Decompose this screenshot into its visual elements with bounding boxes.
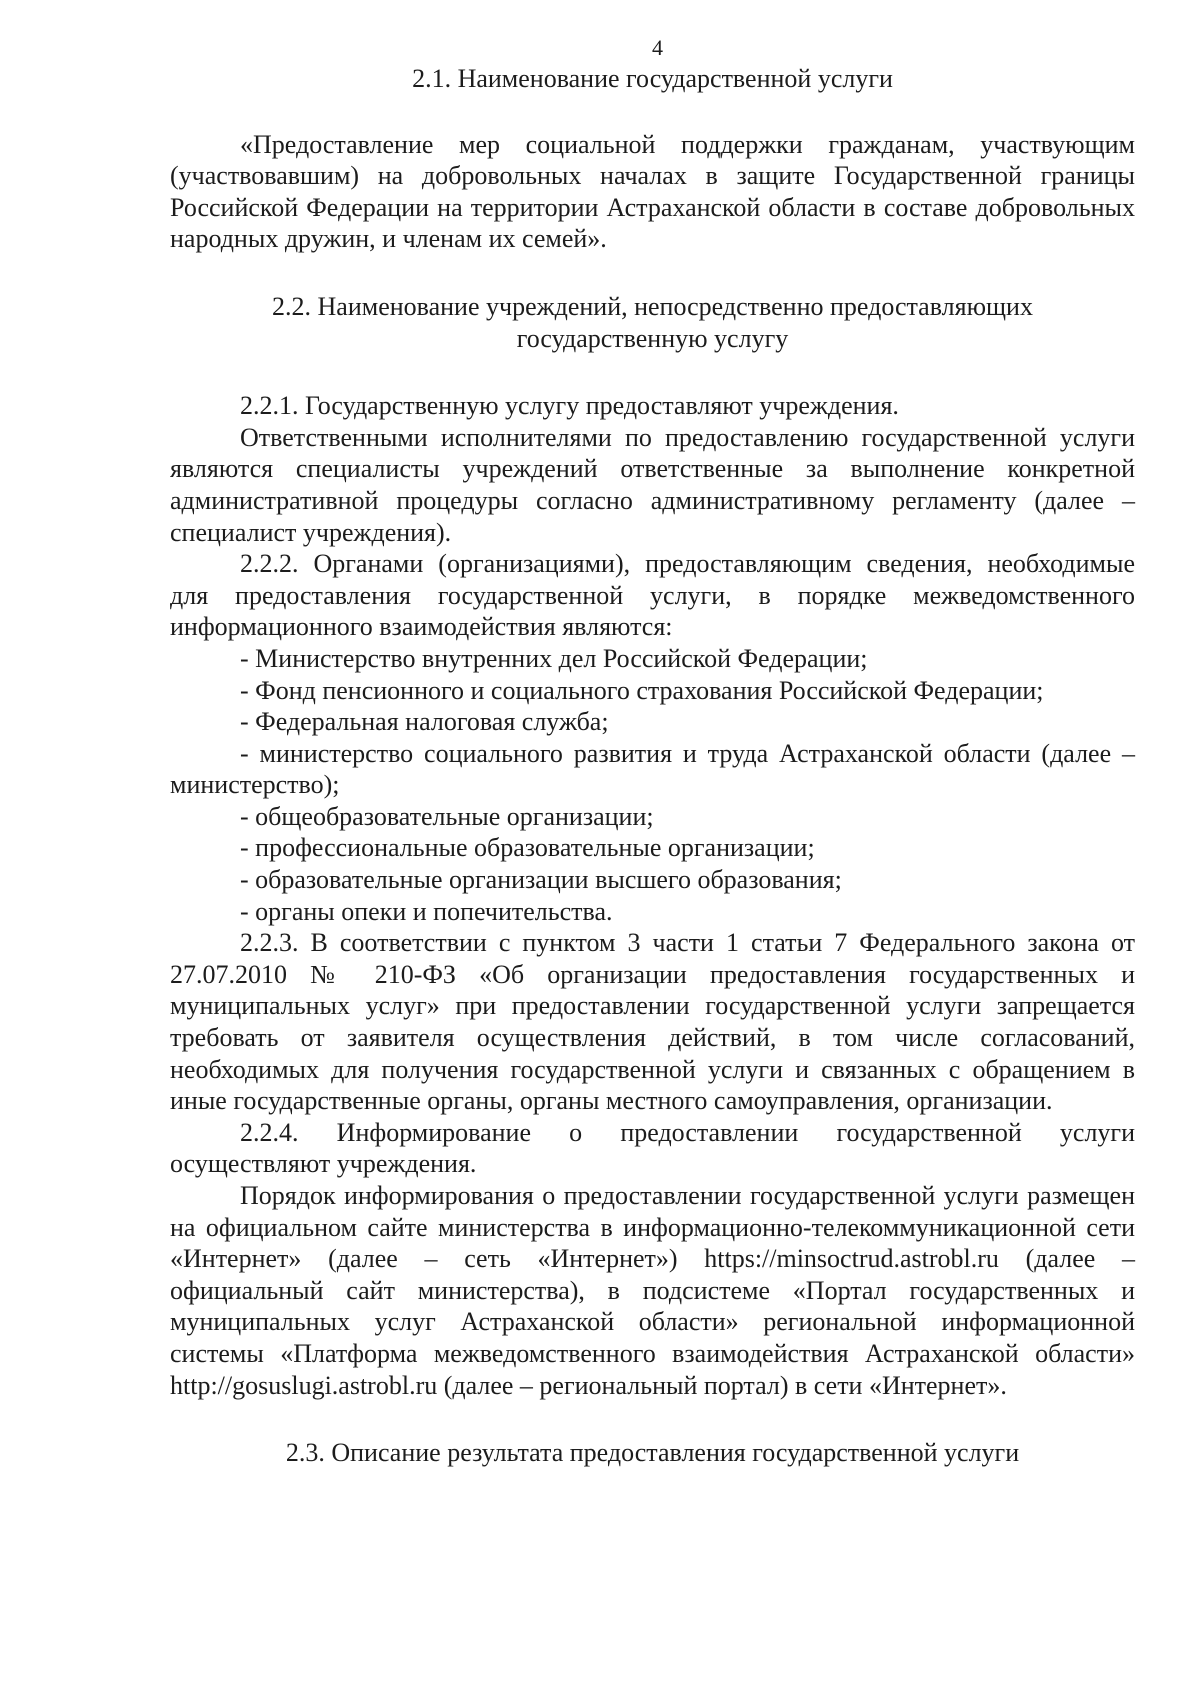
- section-2-3-heading: 2.3. Описание результата предоставления государственной услуги: [285, 1438, 1020, 1468]
- spacer: [170, 255, 1135, 291]
- paragraph-2-2-1: 2.2.1. Государственную услугу предоставляют учреждения.: [240, 391, 899, 421]
- paragraph-responsible: Ответственными исполнителями по предоставлению государственной услуги являются специалисты учреждений ответственные за выполнение конкретной административной процедуры согласно административному регламенту (далее – специалист учреждения).: [170, 422, 1135, 547]
- page-number: 4: [652, 35, 663, 60]
- section-2-1-heading: 2.1. Наименование государственной услуги: [412, 64, 893, 93]
- paragraph-2-2-2: 2.2.2. Органами (организациями), предоставляющим сведения, необходимые для предоставления государственной услуги, в порядке межведомственного информационного взаимодействия являются:: [170, 549, 1135, 642]
- spacer: [170, 1401, 1135, 1437]
- spacer: [170, 354, 1135, 390]
- section-2-1-text: «Предоставление мер социальной поддержки гражданам, участвующим (участвовавшим) на добровольных началах в защите Государственной границы Российской Федерации на территории Астраханской области в составе добровольных народных дружин, и членам их семей».: [170, 129, 1135, 254]
- section-2-2-heading-line2: государственную услугу: [516, 323, 789, 353]
- list-item: - образовательные организации высшего образования;: [240, 865, 842, 895]
- list-item: - Фонд пенсионного и социального страхования Российской Федерации;: [240, 675, 1044, 705]
- paragraph-information-order: Порядок информирования о предоставлении государственной услуги размещен на официальном сайте министерства в информационно-телекоммуникационной сети «Интернет» (далее – сеть «Интернет») https://minsoctrud.astrobl.ru (далее – официальный сайт министерства), в подсистеме «Портал государственных и муниципальных услуг Астраханской области» региональной информационной системы «Платформа межведомственного взаимодействия Астраханской области» http://gosuslugi.astrobl.ru (далее – региональный портал) в сети «Интернет».: [170, 1181, 1135, 1400]
- list-item: - органы опеки и попечительства.: [240, 896, 613, 926]
- section-2-2-heading: [170, 291, 1135, 354]
- list-item: - профессиональные образовательные организации;: [240, 833, 815, 863]
- list-item: - Министерство внутренних дел Российской Федерации;: [240, 643, 868, 673]
- paragraph-2-2-3: 2.2.3. В соответствии с пунктом 3 части 1 статьи 7 Федерального закона от 27.07.2010 № 210-ФЗ «Об организации предоставления государственных и муниципальных услуг» при предоставлении государственной услуги запрещается требовать от заявителя осуществления действий, в том числе согласований, необходимых для получения государственной услуги и связанных с обращением в иные государственные органы, органы местного самоуправления, организации.: [170, 928, 1135, 1116]
- spacer: [170, 95, 1135, 129]
- section-2-2-heading-line1: 2.2. Наименование учреждений, непосредственно предоставляющих: [272, 291, 1033, 321]
- paragraph-2-2-4: 2.2.4. Информирование о предоставлении государственной услуги осуществляют учреждения.: [170, 1117, 1135, 1179]
- organizations-list: [170, 643, 1135, 927]
- list-item: - общеобразовательные организации;: [240, 801, 654, 831]
- list-item: - Федеральная налоговая служба;: [240, 707, 609, 737]
- list-item: - министерство социального развития и труда Астраханской области (далее – министерство);: [170, 738, 1135, 800]
